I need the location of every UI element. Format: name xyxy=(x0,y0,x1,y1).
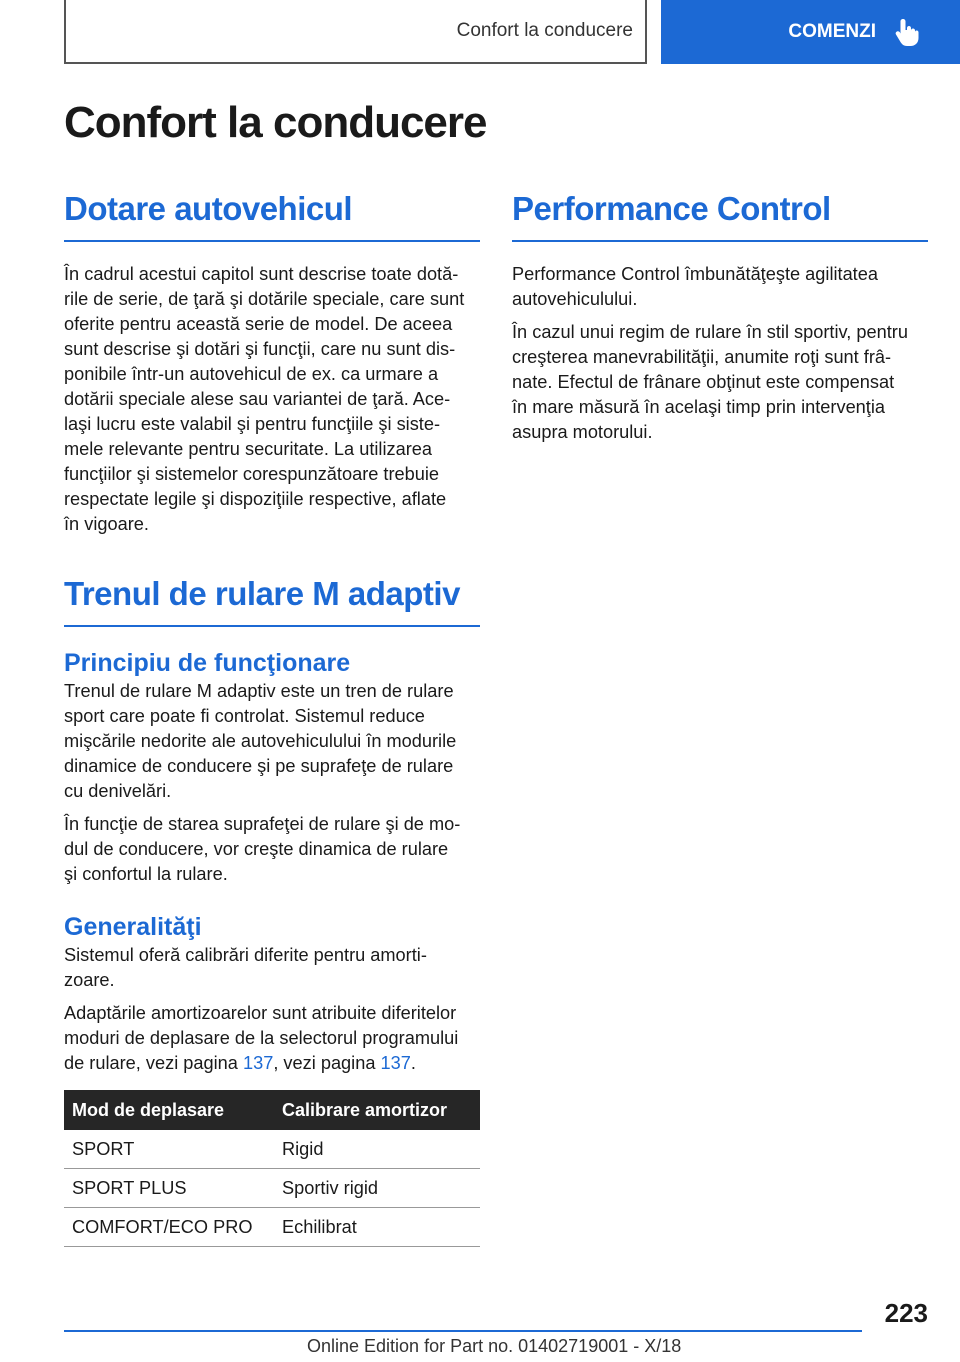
table-cell: SPORT xyxy=(64,1130,274,1169)
page-title: Confort la conducere xyxy=(64,98,487,147)
table-cell: Rigid xyxy=(274,1130,480,1169)
text-line: Sistemul oferă calibrări diferite pentru amorti- xyxy=(64,945,427,965)
table-row xyxy=(64,1130,480,1169)
table-header-calibration: Calibrare amortizor xyxy=(274,1090,480,1130)
right-column xyxy=(512,188,928,445)
text-line: În funcţie de starea suprafeţei de rulare şi de mo- xyxy=(64,814,461,834)
damper-table xyxy=(64,1090,480,1247)
text-line: Performance Control îmbunătăţeşte agilitatea xyxy=(512,264,878,284)
page-link-137-second[interactable]: 137 xyxy=(380,1053,411,1073)
generalitati-paragraph-2 xyxy=(64,1001,480,1076)
start-tab[interactable] xyxy=(661,0,960,64)
table-row xyxy=(64,1208,480,1247)
table-cell: SPORT PLUS xyxy=(64,1169,274,1208)
text-line: sunt descrise şi dotări şi funcţii, care nu sunt dis- xyxy=(64,339,456,359)
text-line: respectate legile şi dispoziţiile respective, aflate xyxy=(64,489,447,509)
hand-pointer-icon xyxy=(894,17,920,47)
text-fragment: de rulare, vezi pagina xyxy=(64,1053,243,1073)
start-tab-label: COMENZI xyxy=(788,21,876,42)
text-line: dinamice de conducere şi pe suprafeţe de rulare xyxy=(64,756,454,776)
principiu-heading: Principiu de funcţionare xyxy=(64,649,351,677)
edition-footer: Online Edition for Part no. 01402719001 - X/18 xyxy=(307,1336,682,1356)
dotare-heading: Dotare autovehicul xyxy=(64,188,480,242)
table-cell: Echilibrat xyxy=(274,1208,480,1247)
text-line: în mare măsură în acelaşi timp prin intervenţia xyxy=(512,397,886,417)
table-row xyxy=(64,1169,480,1208)
text-fragment: , vezi pagina xyxy=(273,1053,381,1073)
page-link-137[interactable]: 137 xyxy=(242,1053,274,1073)
text-line: mişcările nedorite ale autovehiculului în modurile xyxy=(64,731,457,751)
performance-paragraph-1 xyxy=(512,262,928,312)
footer-divider xyxy=(64,1330,862,1332)
dotare-paragraph xyxy=(64,262,480,537)
generalitati-paragraph-1 xyxy=(64,943,480,993)
text-line: zoare. xyxy=(64,970,115,990)
table-cell: COMFORT/ECO PRO xyxy=(64,1208,274,1247)
principiu-paragraph-1 xyxy=(64,679,480,804)
section-tab[interactable] xyxy=(64,0,647,64)
section-tab-label: Confort la conducere xyxy=(456,20,633,41)
text-line: asupra motorului. xyxy=(512,422,653,442)
text-line: Trenul de rulare M adaptiv este un tren de rulare xyxy=(64,681,454,701)
performance-paragraph-2 xyxy=(512,320,928,445)
text-line: mele relevante pentru securitate. La utilizarea xyxy=(64,439,432,459)
text-line: Adaptările amortizoarelor sunt atribuite diferitelor xyxy=(64,1003,457,1023)
table-header-row xyxy=(64,1090,480,1130)
text-line: În cadrul acestui capitol sunt descrise toate dotă- xyxy=(64,264,459,284)
text-line: în vigoare. xyxy=(64,514,149,534)
text-fragment: . xyxy=(410,1053,416,1073)
text-line: laşi lucru este valabil şi pentru funcţiile şi siste- xyxy=(64,414,441,434)
text-line: şi confortul la rulare. xyxy=(64,864,228,884)
text-line: nate. Efectul de frânare obţinut este compensat xyxy=(512,372,895,392)
text-line: rile de serie, de ţară şi dotările speciale, care sunt xyxy=(64,289,465,309)
text-line: sport care poate fi controlat. Sistemul reduce xyxy=(64,706,425,726)
text-line: autovehiculului. xyxy=(512,289,638,309)
text-line: moduri de deplasare de la selectorul programului xyxy=(64,1028,459,1048)
text-line: cu denivelări. xyxy=(64,781,172,801)
principiu-paragraph-2 xyxy=(64,812,480,887)
generalitati-heading: Generalităţi xyxy=(64,913,202,941)
text-line: creşterea manevrabilităţii, anumite roţi sunt frâ- xyxy=(512,347,892,367)
text-line: ponibile într-un autovehicul de ex. ca urmare a xyxy=(64,364,439,384)
text-line: oferite pentru această serie de model. De aceea xyxy=(64,314,453,334)
performance-heading: Performance Control xyxy=(512,188,928,242)
table-header-mode: Mod de deplasare xyxy=(64,1090,274,1130)
table-cell: Sportiv rigid xyxy=(274,1169,480,1208)
text-line: funcţiilor şi sistemelor corespunzătoare trebuie xyxy=(64,464,440,484)
text-line: dotării speciale alese sau variantei de ţară. Ace- xyxy=(64,389,451,409)
left-column xyxy=(64,188,480,1247)
trenul-heading: Trenul de rulare M adaptiv xyxy=(64,573,480,627)
text-line: dul de conducere, vor creşte dinamica de rulare xyxy=(64,839,449,859)
text-line: În cazul unui regim de rulare în stil sportiv, pentru xyxy=(512,322,908,342)
page-number: 223 xyxy=(884,1298,928,1328)
